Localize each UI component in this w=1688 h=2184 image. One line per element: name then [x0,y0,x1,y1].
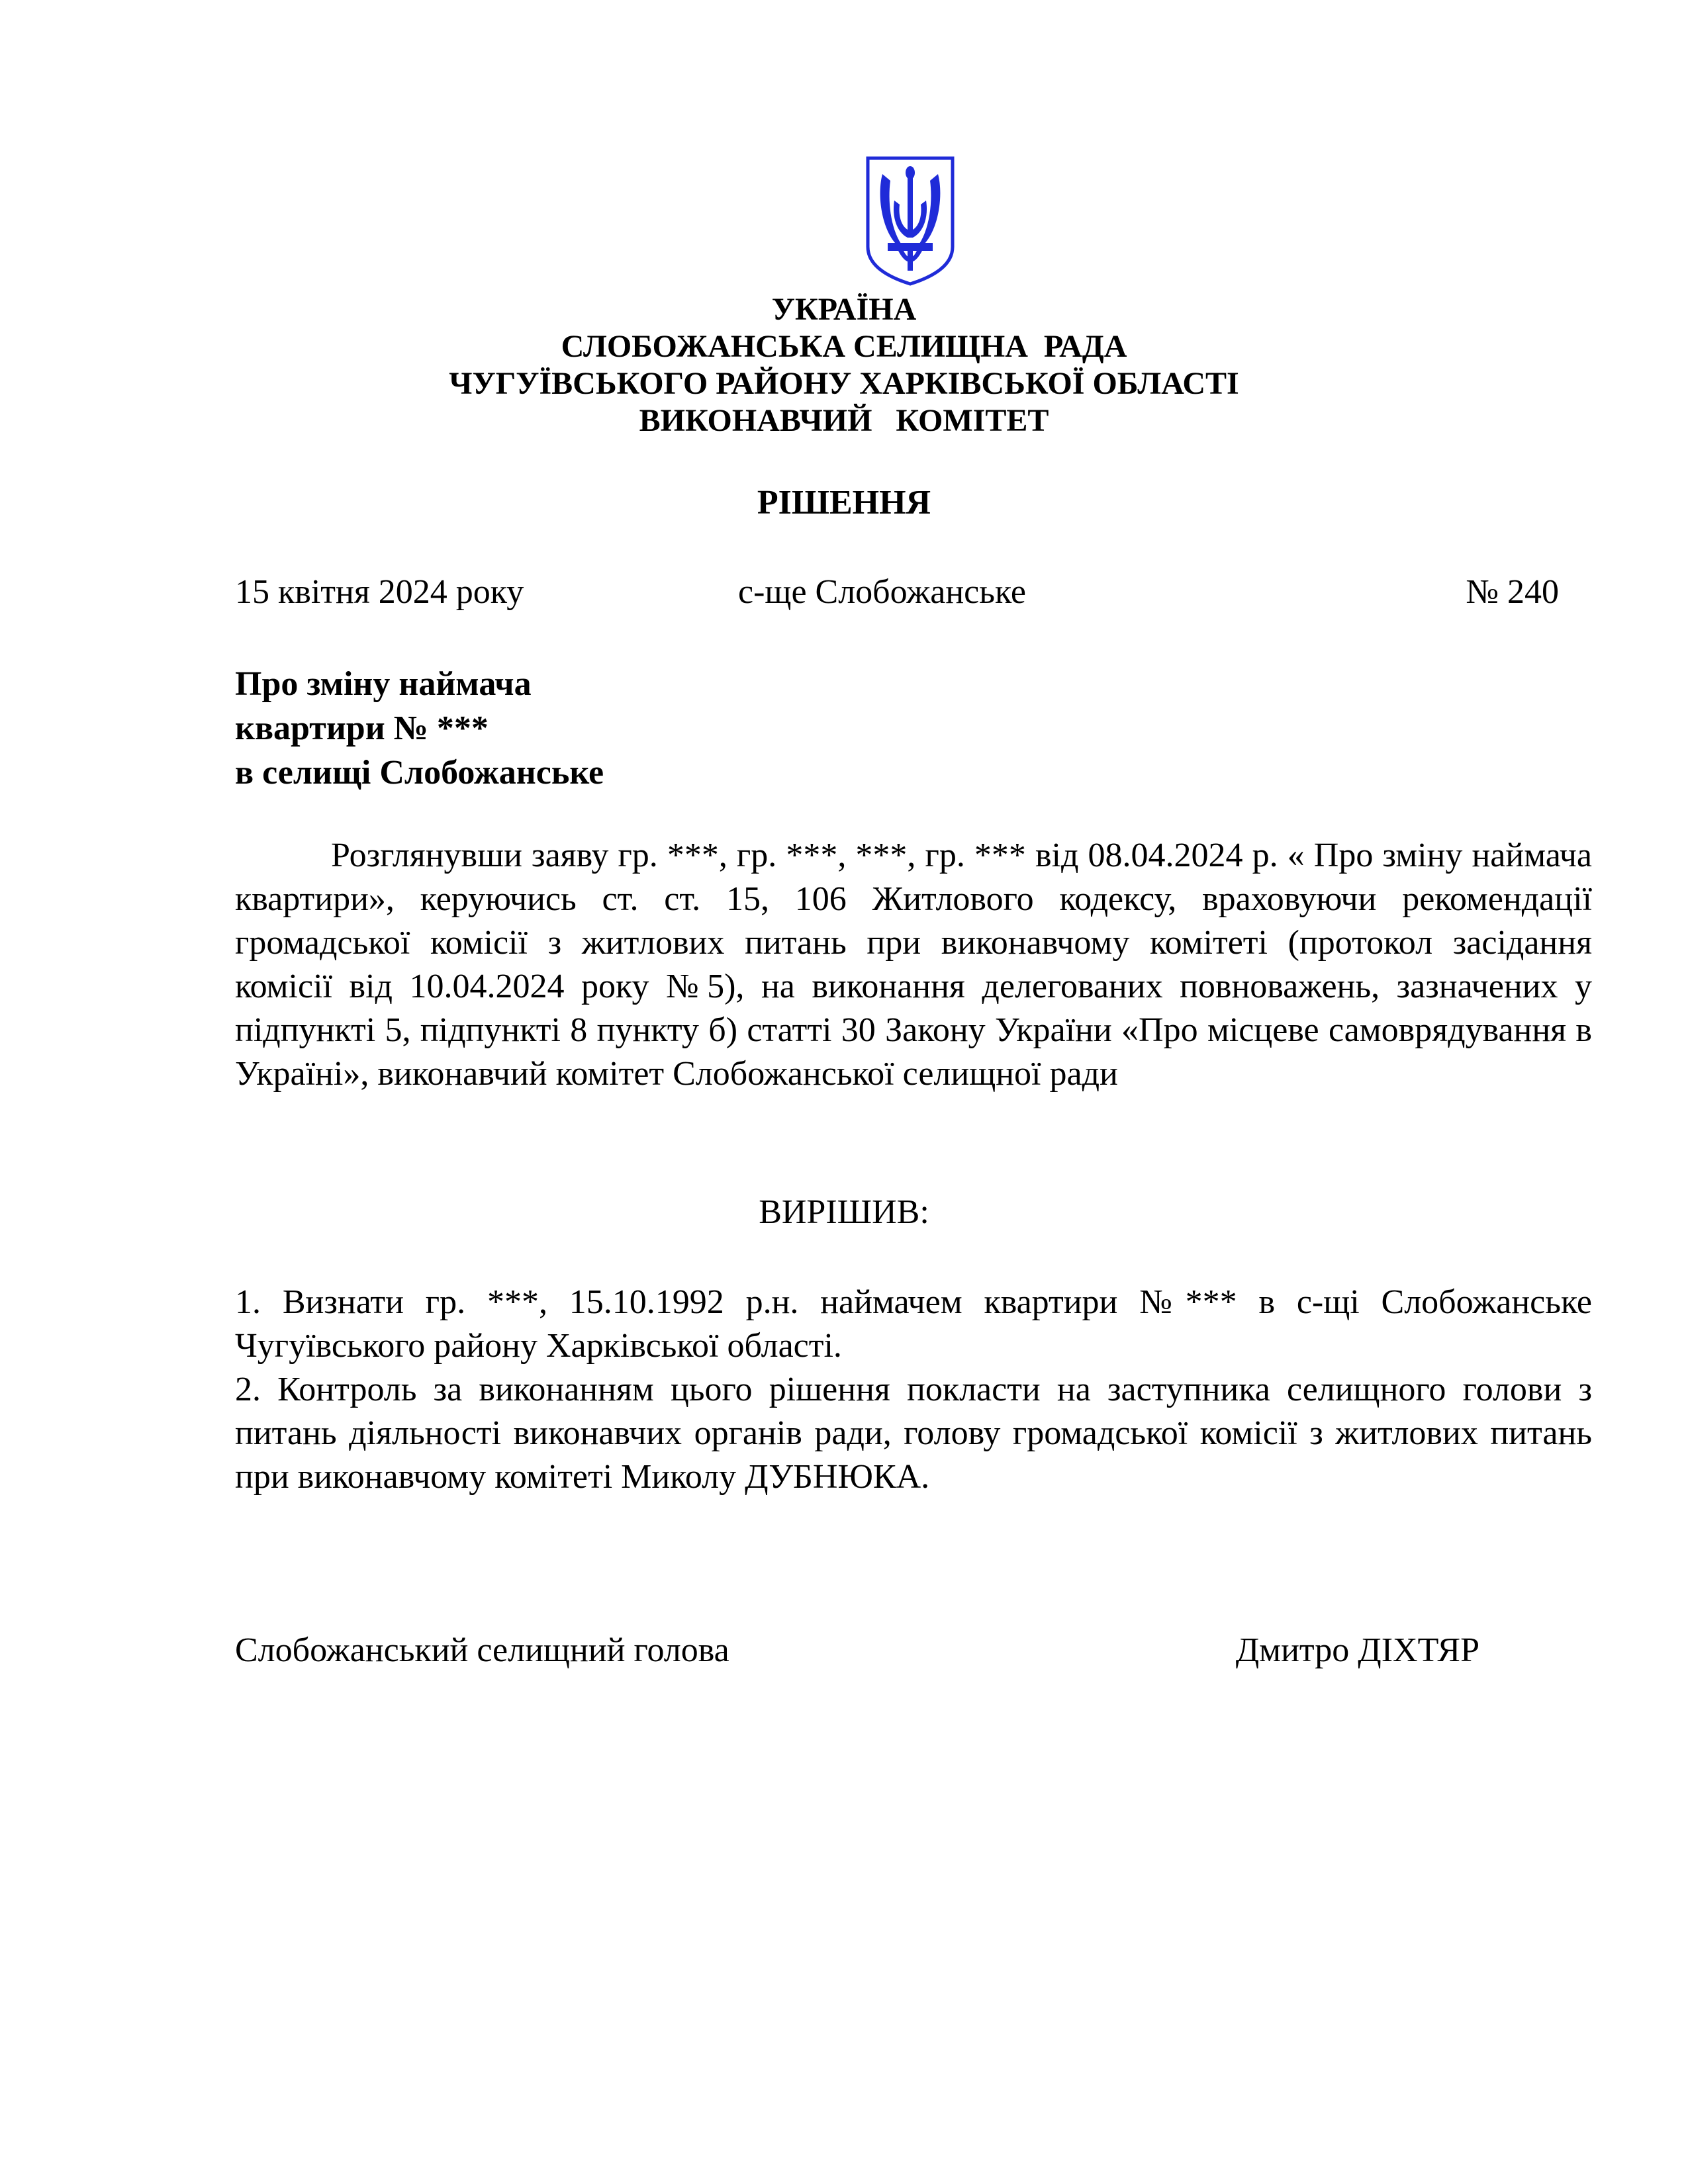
header-council: СЛОБОЖАНСЬКА СЕЛИЩНА РАДА [561,329,1127,364]
signatory-position: Слобожанський селищний голова [235,1631,729,1669]
header-country: УКРАЇНА [771,292,917,327]
decision-date: 15 квітня 2024 року [235,573,524,611]
coat-of-arms-of-ukraine-icon [864,154,957,287]
decision-number: № 240 [1466,573,1559,611]
document-meta [235,571,1559,617]
document-title: РІШЕННЯ [757,484,931,522]
header-district: ЧУГУЇВСЬКОГО РАЙОНУ ХАРКІВСЬКОЇ ОБЛАСТІ [449,366,1239,401]
resolved-heading: ВИРІШИВ: [759,1193,929,1231]
decision-item-1: 1. Визнати гр. ***, 15.10.1992 р.н. наймачем квартири №*** в с-щі Слобожанське Чугуївського району Харківської області. [235,1283,1592,1365]
signatory-name: Дмитро ДІХТЯР [1235,1631,1479,1669]
decision-item-2: 2. Контроль за виконанням цього рішення покласти на заступника селищного голови з питань діяльності виконавчих органів ради, голову громадської комісії з житлових питань при виконавчому комітеті Миколу ДУБНЮКА. [235,1371,1592,1496]
subject-line: в селищі Слобожанське [235,754,604,792]
header-committee: ВИКОНАВЧИЙ КОМІТЕТ [639,403,1049,438]
subject-line: квартири № *** [235,709,489,747]
decision-place: с-ще Слобожанське [738,573,1026,611]
decision-subject [235,662,604,795]
signature-block [235,1629,1479,1676]
document-header [0,291,1688,439]
preamble-paragraph: Розглянувши заяву гр. ***, гр. ***, ***, гр. *** від 08.04.2024 р. « Про зміну наймача квартири», керуючись ст. ст. 15, 106 Житлового кодексу, враховуючи рекомендації громадської комісії з житлових питань при виконавчому комітеті (протокол засідання комісії від 10.04.2024 року №5), на виконання делегованих повноважень, зазначених у підпункті 5, підпункті 8 пункту б) статті 30 Закону України «Про місцеве самоврядування в Україні», виконавчий комітет Слобожанської селищної ради [235,837,1592,1093]
subject-line: Про зміну наймача [235,665,532,703]
